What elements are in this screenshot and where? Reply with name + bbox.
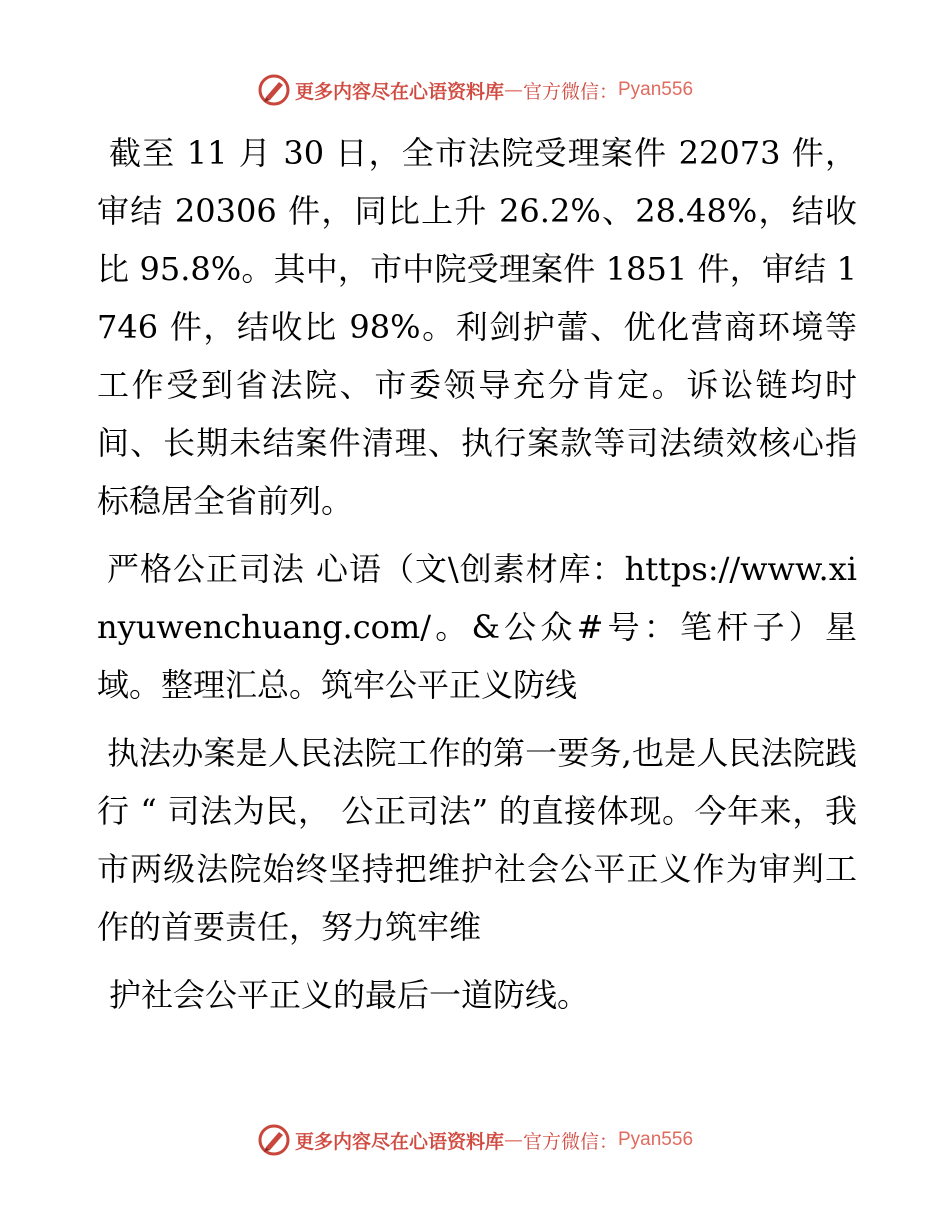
header-banner	[0, 70, 950, 110]
banner-separator: —	[503, 79, 523, 101]
paragraph-last-line: 护社会公平正义的最后一道防线。	[109, 976, 590, 1014]
paragraph-section-heading: 严格公正司法 心语（文\创素材库：https://www.xinyuwenchuang.com/。&公众#号：笔杆子）星域。整理汇总。筑牢公平正义防线	[97, 550, 857, 704]
pen-logo-icon	[257, 1123, 291, 1157]
pen-logo-icon	[257, 73, 291, 107]
document-body	[97, 124, 857, 1024]
banner-text: 更多内容尽在心语资料库	[294, 80, 504, 103]
banner-wechat-id: Pyan556	[618, 79, 694, 100]
banner-wechat-label: 官方微信：	[522, 1130, 618, 1153]
banner-wechat-label: 官方微信：	[522, 80, 618, 103]
banner-separator: —	[503, 1129, 523, 1151]
banner-text: 更多内容尽在心语资料库	[294, 1130, 504, 1153]
banner-wechat-id: Pyan556	[618, 1129, 694, 1150]
footer-banner	[0, 1120, 950, 1160]
paragraph-statistics: 截至 11 月 30 日，全市法院受理案件 22073 件，审结 20306 件，同比上升 26.2%、28.48%，结收比 95.8%。其中，市中院受理案件 1851 件，审结 1746 件，结收比 98%。利剑护蕾、优化营商环境等工作受到省法院、市委领导充分肯定。诉讼链均时间、长期未结案件清理、执行案款等司法绩效核心指标稳居全省前列。	[97, 134, 857, 520]
paragraph-case-handling: 执法办案是人民法院工作的第一要务,也是人民法院践行 “ 司法为民， 公正司法” 的直接体现。今年来，我市两级法院始终坚持把维护社会公平正义作为审判工作的首要责任，努力筑牢维	[97, 734, 857, 946]
